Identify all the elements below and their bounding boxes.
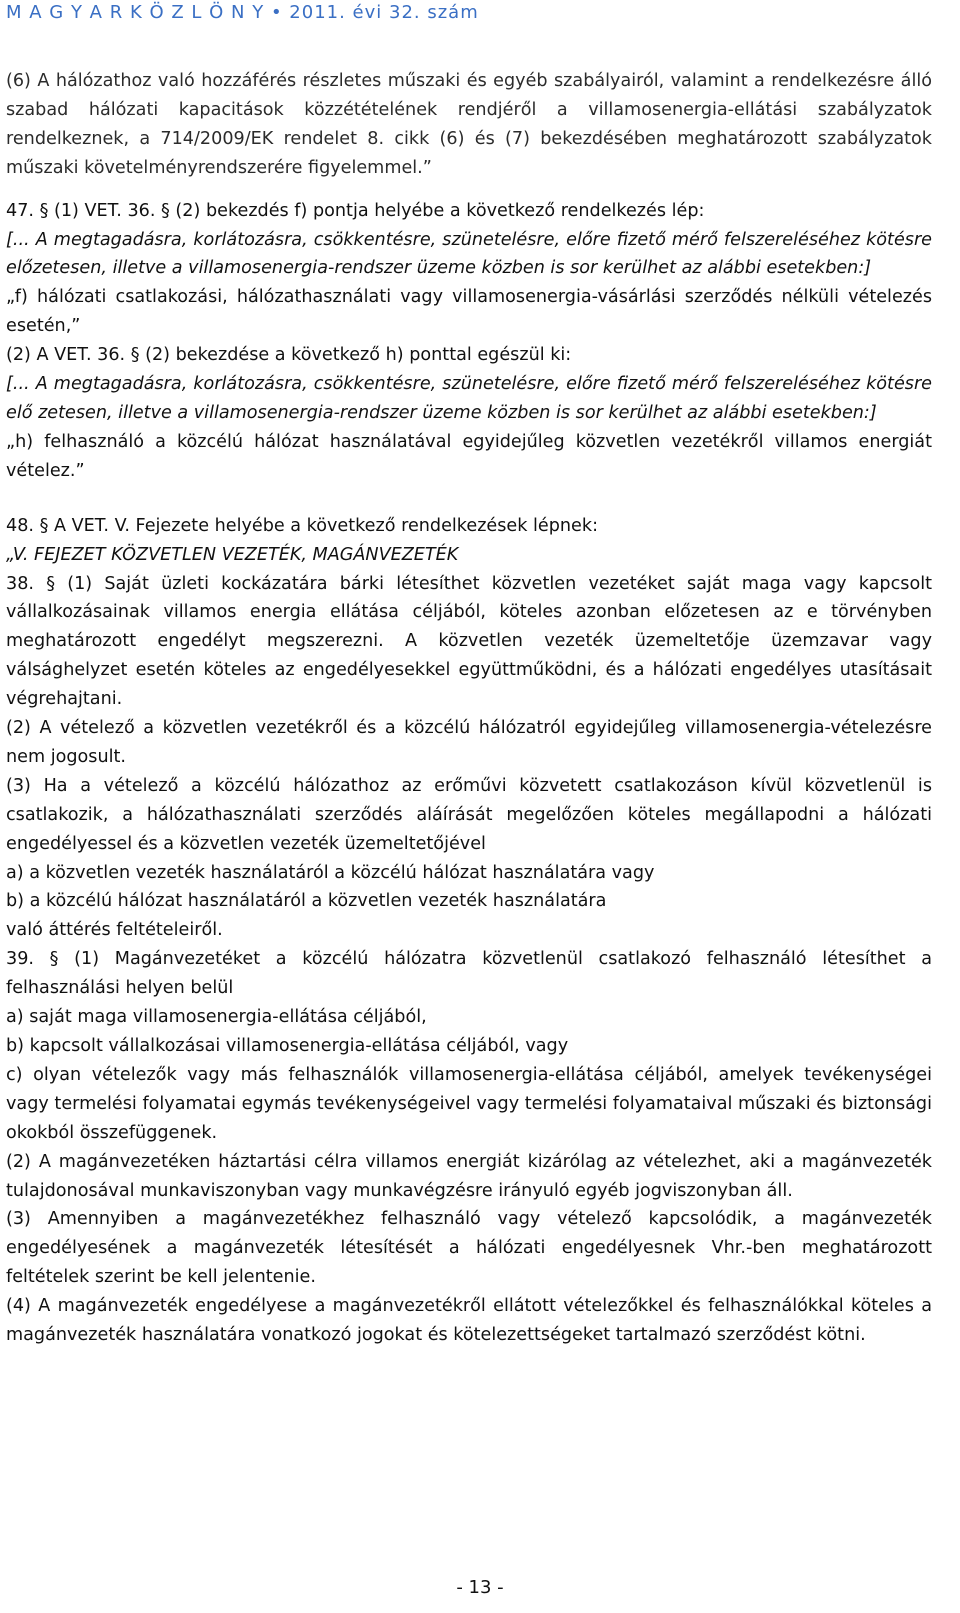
section-39-4: (4) A magánvezeték engedélyese a magánvezetékről ellátott vételezőkkel és felhasználókkal köteles a magánvezeték használatára vonatkozó jogokat és kötelezettségeket tartalmazó szerződést kötni. [6, 1296, 932, 1346]
section-47-2-bracket-text: [... A megtagadásra, korlátozásra, csökkentésre, szünetelésre, előre fizető mérő felszereléséhez kötésre elő zetesen, illetve a villamosenergia-rendszer üzeme közben is sor kerülhet az alábbi esetekben:] [6, 374, 932, 423]
section-38-3-b: b) a közcélú hálózat használatáról a közvetlen vezeték használatára [6, 891, 607, 912]
section-39-3: (3) Amennyiben a magánvezetékhez felhasználó vagy vételező kapcsolódik, a magánvezeték engedélyesének a magánvezeték létesítését a hálózati engedélyesnek Vhr.-ben meghatározott feltételek szerint be kell jelentenie. [6, 1209, 932, 1288]
section-47-point-f: „f) hálózati csatlakozási, hálózathasználati vagy villamosenergia-vásárlási szerződés nélküli vételezés esetén,” [6, 287, 932, 337]
section-39-1: 39. § (1) Magánvezetéket a közcélú hálózatra közvetlenül csatlakozó felhasználó létesíthet a felhasználási helyen belül [6, 949, 932, 999]
paragraph-6-network-access: (6) A hálózathoz való hozzáférés részletes műszaki és egyéb szabályairól, valamint a rendelkezésre álló szabad hálózati kapacitások közzétételének rendjéről a villamosenergia-ellátási szabályzatok rendelkeznek, a 714/2009/EK rendelet 8. cikk (6) és (7) bekezdésében meghatározott szabályzatok műszaki követelményrendszerére figyelemmel.” [6, 71, 932, 178]
section-39-1-b: b) kapcsolt vállalkozásai villamosenergia-ellátása céljából, vagy [6, 1036, 569, 1056]
page-number: - 13 - [456, 1577, 504, 1598]
journal-header: M A G Y A R K Ö Z L Ö N Y • 2011. évi 32. szám [6, 2, 479, 23]
section-38-3: (3) Ha a vételező a közcélú hálózathoz az erőművi közvetett csatlakozáson kívül közvetlenül is csatlakozik, a hálózathasználati szerződés aláírását megelőzően köteles megállapodni a hálózati engedélyessel és a közvetlen vezeték üzemeltetőjével [6, 775, 932, 854]
section-38-2: (2) A vételező a közvetlen vezetékről és a közcélú hálózatról egyidejűleg villamosenergia-vételezésre nem jogosult. [6, 718, 932, 767]
section-39-1-a: a) saját maga villamosenergia-ellátása céljából, [6, 1007, 427, 1028]
section-38-3-closing: való áttérés feltételeiről. [6, 920, 223, 941]
section-47-bracket-text: [... A megtagadásra, korlátozásra, csökkentésre, szünetelésre, előre fizető mérő felszereléséhez kötésre előzetesen, illetve a villamosenergia-rendszer üzeme közben is sor kerülhet az alábbi esetekben:] [6, 229, 932, 279]
section-47-point-h: „h) felhasználó a közcélú hálózat használatával egyidejűleg közvetlen vezetékről villamos energiát vételez.” [6, 431, 932, 481]
section-47-2-intro: (2) A VET. 36. § (2) bekezdése a következő h) ponttal egészül ki: [6, 345, 572, 366]
section-47-intro: 47. § (1) VET. 36. § (2) bekezdés f) pontja helyébe a következő rendelkezés lép: [6, 200, 705, 221]
section-39-1-c: c) olyan vételezők vagy más felhasználók villamosenergia-ellátása céljából, amelyek tevékenységei vagy termelési folyamatai egymás tevékenységeivel vagy termelési folyamataival műszaki és biztonsági okokból összefüggenek. [6, 1064, 932, 1143]
section-48-intro: 48. § A VET. V. Fejezete helyébe a következő rendelkezések lépnek: [6, 515, 598, 536]
section-38-1: 38. § (1) Saját üzleti kockázatára bárki létesíthet közvetlen vezetéket saját maga vagy kapcsolt vállalkozásainak villamos energia ellátása céljából, köteles azonban előzetesen az e törvényben meghatározott engedélyt megszerezni. A közvetlen vezeték üzemeltetője üzemzavar vagy válsághelyzet esetén köteles az engedélyesekkel együttműködni, és a hálózati engedélyes utasításait végrehajtani. [6, 573, 932, 710]
section-38-3-a: a) a közvetlen vezeték használatáról a közcélú hálózat használatára vagy [6, 862, 655, 883]
section-39-2: (2) A magánvezetéken háztartási célra villamos energiát kizárólag az vételezhet, aki a magánvezeték tulajdonosával munkaviszonyban vagy munkavégzésre irányuló egyéb jogviszonyban áll. [6, 1151, 932, 1201]
document-body [6, 67, 932, 1350]
chapter-v-title: „V. FEJEZET KÖZVETLEN VEZETÉK, MAGÁNVEZETÉK [6, 544, 459, 565]
